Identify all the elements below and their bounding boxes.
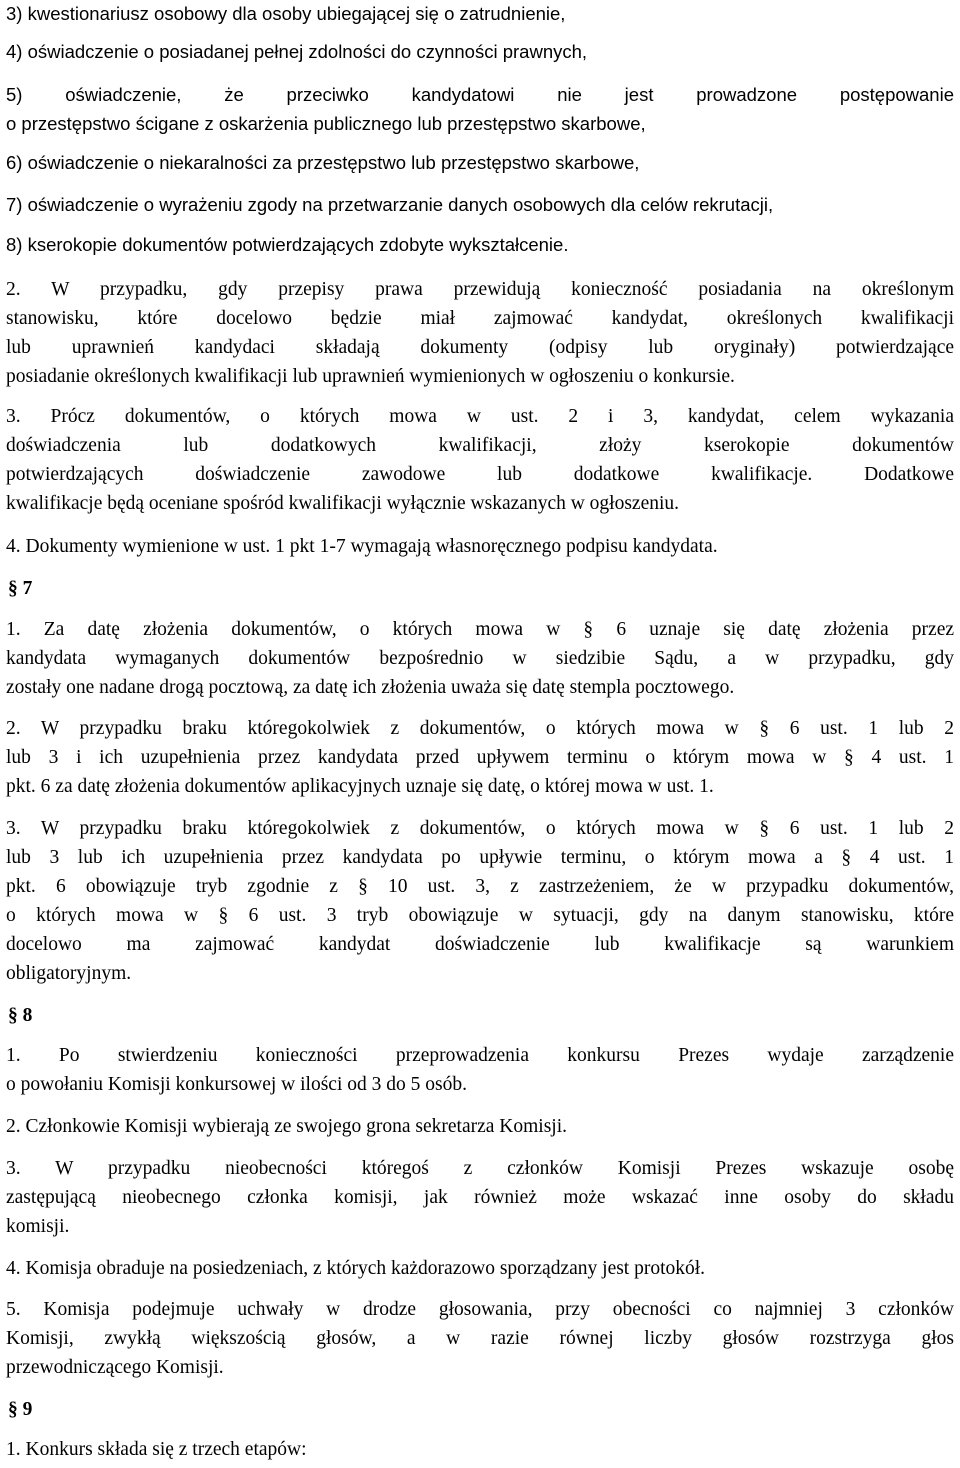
paragraph-line: lub 3 i ich uzupełnienia przez kandydata przed upływem terminu o którym mowa w § 4 ust. 1: [6, 747, 954, 768]
paragraph-line: 2. W przypadku, gdy przepisy prawa przewidują konieczność posiadania na określonym: [6, 279, 954, 300]
paragraph-line: doświadczenia lub dodatkowych kwalifikacji, złoży kserokopie dokumentów: [6, 435, 954, 456]
paragraph-line: kwalifikacje będą oceniane spośród kwalifikacji wyłącznie wskazanych w ogłoszeniu.: [6, 493, 680, 514]
list-item: 5) oświadczenie, że przeciwko kandydatowi nie jest prowadzone postępowanie: [6, 84, 954, 105]
paragraph-line: lub uprawnień kandydaci składają dokumenty (odpisy lub oryginały) potwierdzające: [6, 337, 954, 358]
paragraph-line: 3. Prócz dokumentów, o których mowa w ust. 2 i 3, kandydat, celem wykazania: [6, 406, 954, 427]
paragraph-line: 1. Po stwierdzeniu konieczności przeprowadzenia konkursu Prezes wydaje zarządzenie: [6, 1045, 954, 1066]
paragraph-line: pkt. 6 za datę złożenia dokumentów aplikacyjnych uznaje się datę, o której mowa w ust. 1.: [6, 776, 714, 797]
paragraph-line: 5. Komisja podejmuje uchwały w drodze głosowania, przy obecności co najmniej 3 członków: [6, 1299, 954, 1320]
list-item: 6) oświadczenie o niekaralności za przestępstwo lub przestępstwo skarbowe,: [6, 152, 640, 173]
paragraph-line: zostały one nadane drogą pocztową, za datę ich złożenia uważa się datę stempla pocztowego.: [6, 677, 735, 698]
paragraph-line: obligatoryjnym.: [6, 963, 132, 984]
paragraph-line: przewodniczącego Komisji.: [6, 1357, 224, 1378]
paragraph-line: potwierdzających doświadczenie zawodowe lub dodatkowe kwalifikacje. Dodatkowe: [6, 464, 954, 485]
paragraph-line: 1. Za datę złożenia dokumentów, o których mowa w § 6 uznaje się datę złożenia przez: [6, 619, 954, 640]
list-item: 4) oświadczenie o posiadanej pełnej zdolności do czynności prawnych,: [6, 41, 588, 62]
section-heading: § 7: [8, 578, 33, 599]
paragraph-line: zastępującą nieobecnego członka komisji, jak również może wskazać inne osoby do składu: [6, 1187, 954, 1208]
list-item: 3) kwestionariusz osobowy dla osoby ubiegającej się o zatrudnienie,: [6, 3, 566, 24]
list-item: o przestępstwo ścigane z oskarżenia publicznego lub przestępstwo skarbowe,: [6, 113, 646, 134]
list-item: 7) oświadczenie o wyrażeniu zgody na przetwarzanie danych osobowych dla celów rekrutacji,: [6, 194, 774, 215]
paragraph-line: o powołaniu Komisji konkursowej w ilości od 3 do 5 osób.: [6, 1074, 467, 1095]
paragraph-line: komisji.: [6, 1216, 70, 1237]
paragraph-line: 4. Komisja obraduje na posiedzeniach, z których każdorazowo sporządzany jest protokół.: [6, 1258, 706, 1279]
paragraph-line: pkt. 6 obowiązuje tryb zgodnie z § 10 ust. 3, z zastrzeżeniem, że w przypadku dokumentów,: [6, 876, 954, 897]
paragraph-line: 3. W przypadku nieobecności któregoś z członków Komisji Prezes wskazuje osobę: [6, 1158, 954, 1179]
paragraph-line: 3. W przypadku braku któregokolwiek z dokumentów, o których mowa w § 6 ust. 1 lub 2: [6, 818, 954, 839]
paragraph-line: 1. Konkurs składa się z trzech etapów:: [6, 1439, 307, 1460]
paragraph-line: Komisji, zwykłą większością głosów, a w razie równej liczby głosów rozstrzyga głos: [6, 1328, 954, 1349]
list-item: 8) kserokopie dokumentów potwierdzających zdobyte wykształcenie.: [6, 234, 569, 255]
section-heading: § 9: [8, 1399, 33, 1420]
paragraph-line: 2. W przypadku braku któregokolwiek z dokumentów, o których mowa w § 6 ust. 1 lub 2: [6, 718, 954, 739]
paragraph-line: stanowisku, które docelowo będzie miał zajmować kandydat, określonych kwalifikacji: [6, 308, 954, 329]
paragraph-line: 2. Członkowie Komisji wybierają ze swojego grona sekretarza Komisji.: [6, 1116, 568, 1137]
paragraph-line: o których mowa w § 6 ust. 3 tryb obowiązuje w sytuacji, gdy na danym stanowisku, które: [6, 905, 954, 926]
paragraph-line: docelowo ma zajmować kandydat doświadczenie lub kwalifikacje są warunkiem: [6, 934, 954, 955]
paragraph-line: kandydata wymaganych dokumentów bezpośrednio w siedzibie Sądu, a w przypadku, gdy: [6, 648, 954, 669]
paragraph-line: 4. Dokumenty wymienione w ust. 1 pkt 1-7 wymagają własnoręcznego podpisu kandydata.: [6, 536, 718, 557]
paragraph-line: lub 3 lub ich uzupełnienia przez kandydata po upływie terminu, o którym mowa a § 4 ust. 1: [6, 847, 954, 868]
section-heading: § 8: [8, 1005, 33, 1026]
paragraph-line: posiadanie określonych kwalifikacji lub uprawnień wymienionych w ogłoszeniu o konkursie.: [6, 366, 735, 387]
